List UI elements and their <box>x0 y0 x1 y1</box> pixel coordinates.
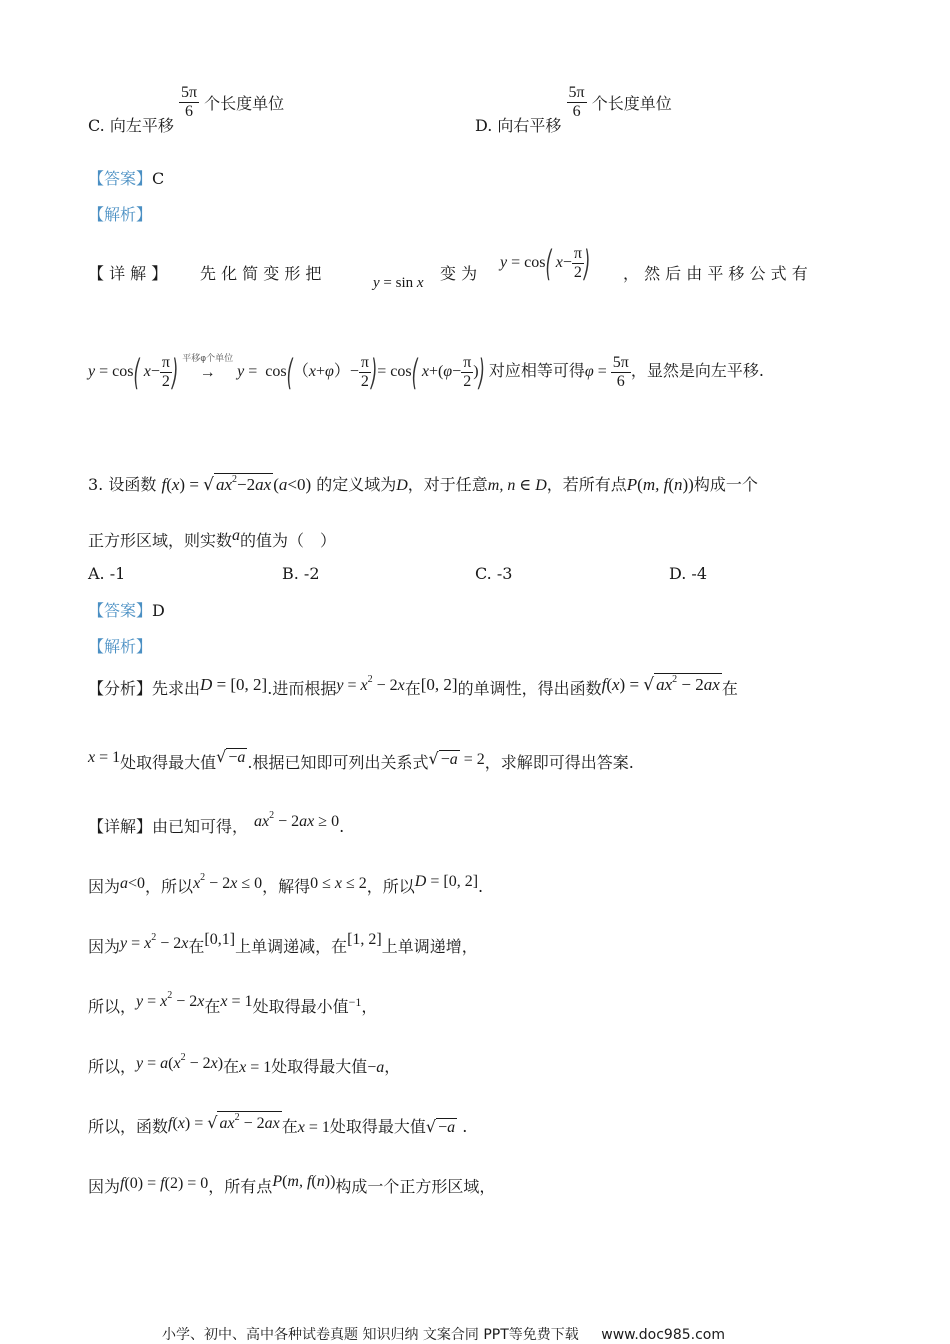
q3-detail-line7: 因为f(0) = f(2) = 0，所有点P(m, f(n))构成一个正方形区域， <box>88 1173 496 1196</box>
q3-stem-line1: 3. 设函数 f(x) = √ $ax^2-2ax$ (a<0) 的定义域为D，对于任意m, n ∈ D，若所有点P(m, f(n))构成一个 <box>88 474 758 495</box>
option-c-unit: 个长度单位 <box>204 93 285 113</box>
arrow-label: 平移φ个单位 <box>182 353 234 364</box>
math-y-sinx: y = sin x <box>373 275 424 291</box>
option-c-fraction: $\frac{5\pi}{6}$ <box>180 84 198 120</box>
q2-answer <box>88 166 164 189</box>
option-c-label: C. 向左平移 <box>88 115 174 135</box>
arrow-icon: → <box>199 363 216 381</box>
footer-text: 小学、初中、高中各种试卷真题 知识归纳 文案合同 PPT等免费下载 <box>162 1327 579 1343</box>
option-d-fraction: $\frac{5\pi}{6}$ <box>568 84 585 120</box>
answer-tag: 【答案】 <box>88 169 153 188</box>
q3-stem-line2: 正方形区域，则实数a的值为（ ） <box>88 527 337 550</box>
q3-option-a: A. -1 <box>88 564 126 583</box>
q3-detail-line1: 【详解】由已知可得， $ax^2 - 2ax \ge 0$. <box>88 810 345 836</box>
q3-detail-line6: 所以，函数f(x) = √ $ax^2 - 2ax$ 在x = 1处取得最大值√ −a . <box>88 1112 468 1136</box>
q3-fenxi-line1: 【分析】先求出D = [0, 2].进而根据$y = x^2 - 2x$在[0, 2]的单调性，得出函数f(x) = √ $ax^2 - 2ax$ 在 <box>88 674 738 698</box>
q3-answer: 【答案】D <box>88 601 165 620</box>
option-d-unit: 个长度单位 <box>591 93 672 113</box>
math-y-cos-shift: y = cos( x− $\frac{\pi}{2}$ ) <box>500 242 591 284</box>
q3-option-d: D. -4 <box>669 564 708 583</box>
q2-detail-formula: y = cos( x− $\frac{\pi}{2}$ ) 平移φ个单位 → y = cos(（x+φ）− $\frac{\pi}{2}$ )= cos( x+(φ− $\frac{\pi}{2}$ )) 对应相等可得φ = $\frac{5\pi}{6}$ ，显然是向左平移. <box>88 351 764 393</box>
footer-site[interactable]: www.doc985.com <box>601 1327 725 1343</box>
q3-option-c: C. -3 <box>475 564 513 583</box>
detail-tag: 【 详 解 】 <box>88 264 168 283</box>
option-c <box>88 84 284 134</box>
math-f-def: f(x) = √ $ax^2-2ax$ (a<0) <box>161 474 312 495</box>
q3-option-b: B. -2 <box>282 564 320 583</box>
q3-detail-line5: 所以，$y = a(x^2 - 2x)$在x = 1处取得最大值−a， <box>88 1052 401 1076</box>
q3-detail-line3: 因为$y = x^2 - 2x$在[0,1]上单调递减，在[1, 2]上单调递增， <box>88 931 478 956</box>
q3-detail-line4: 所以，$y = x^2 - 2x$在x = 1处取得最小值$^{-1}$， <box>88 990 378 1016</box>
option-d <box>475 84 672 134</box>
answer-value: C <box>152 169 165 188</box>
option-d-label: D. 向右平移 <box>475 115 562 135</box>
q3-fenxi-line2: x = 1处取得最大值√ −a .根据已知即可列出关系式√ −a = 2，求解即可得出答案. <box>88 747 634 772</box>
q2-analysis-tag: 【解析】 <box>88 205 153 224</box>
q3-detail-line2: 因为a<0，所以$x^2 - 2x \le 0$，解得0 ≤ x ≤ 2，所以D = [0, 2]. <box>88 872 484 896</box>
footer <box>162 1324 725 1344</box>
q3-analysis-tag: 【解析】 <box>88 637 153 656</box>
